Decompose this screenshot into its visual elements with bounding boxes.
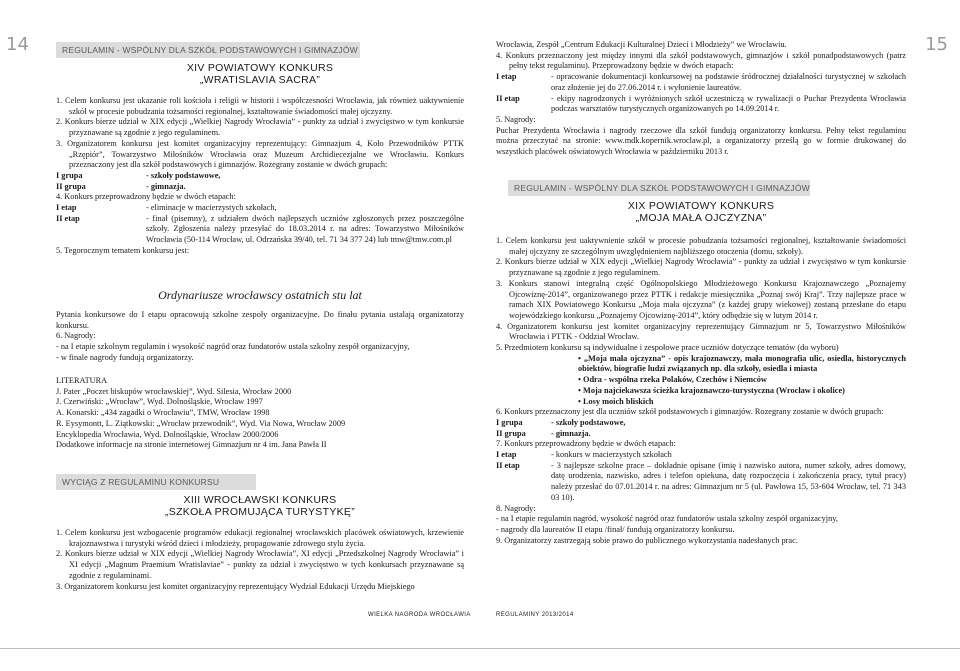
topic-item: • Odra - wspólna rzeka Polaków, Czechów i Niemców xyxy=(578,375,906,386)
contest-title xyxy=(56,494,464,518)
title-line: XIII WROCŁAWSKI KONKURS xyxy=(183,494,337,506)
paragraph: - na I etapie szkolnym regulamin i wysokość nagród oraz fundatorów ustala szkolny zespół organizacyjny, xyxy=(56,342,410,352)
topic-item: • „Moja mała ojczyzna” - opis krajoznawczy, mała monografia ulic, osiedla, historycznych obiektów, biografie ludzi związanych np. dla szkoły, osiedla i miasta xyxy=(578,354,906,375)
literature-heading: LITERATURA xyxy=(56,376,108,385)
literature-item: J. Pater „Poczet biskupów wrocławskiej”, Wyd. Silesia, Wrocław 2000 xyxy=(56,386,292,396)
paragraph: Wrocławia, Zespół „Centrum Edukacji Kulturalnej Dzieci i Młodzieży” we Wrocławiu. xyxy=(496,40,787,49)
literature-item: R. Eysymontt, L. Ziątkowski: „Wrocław przewodnik”, Wyd. Via Nowa, Wrocław 2009 xyxy=(56,418,346,428)
topic-item: • Moja najciekawsza ścieżka krajoznawczo-turystyczna (Wrocław i okolice) xyxy=(578,386,906,397)
paragraph: 2. Konkurs bierze udział w XIX edycji „Wielkiej Nagrody Wrocławia”, XI edycji „Przedszkolnej Nagrody Wrocławia” i XI edycji „Magnum Praemium Wratislaviae” - punkty za udział i zwycięstwo w tych konkursach przyznawane są zgodnie z regulaminami. xyxy=(56,549,464,580)
paragraph: 4. Organizatorem konkursu jest komitet organizacyjny reprezentujący Gimnazjum nr 5, Towarzystwo Miłośników Wrocławia i PTTK - Oddział Wrocław. xyxy=(496,321,906,342)
stage-row: II etap - finał (pisemny), z udziałem dwóch najlepszych uczniów zgłoszonych przez poszczególne szkoły. Zgłoszenia należy przesyłać do 18.03.2014 r. na adres: Towarzystwo Miłośników Wrocławia (50-114 Wrocław, ul. Odrzańska 39/40, tel. 71 34 377 24) lub tmw@tmw.com.pl xyxy=(56,213,464,245)
literature xyxy=(56,376,464,451)
rules-text xyxy=(496,40,906,158)
group-row: I grupa - szkoły podstawowe, xyxy=(496,417,626,427)
rules-text xyxy=(56,96,464,257)
paragraph: 4. Konkurs przeprowadzony będzie w dwóch etapach: xyxy=(56,192,236,202)
contest-title xyxy=(56,62,464,86)
contest-title xyxy=(496,200,906,224)
paragraph: 6. Nagrody: xyxy=(56,331,96,341)
paragraph: 2. Konkurs bierze udział w XIX edycji „Wielkiej Nagrody Wrocławia” - punkty za udział i zwycięstwo w tym konkursie przyznawane są zgodnie z jego regulaminem. xyxy=(56,117,464,138)
paragraph: 5. Nagrody: xyxy=(496,114,536,124)
title-line: XIV POWIATOWY KONKURS xyxy=(186,62,334,74)
right-page xyxy=(480,0,960,671)
rules-text xyxy=(56,528,464,592)
title-line: „WRATISLAVIA SACRA” xyxy=(199,74,321,86)
section-band: REGULAMIN - WSPÓLNY DLA SZKÓŁ PODSTAWOWYCH I GIMNAZJÓW xyxy=(56,42,360,58)
paragraph: 3. Organizatorem konkursu jest komitet organizacyjny reprezentujący: Gimnazjum 4, Koło Przewodników PTTK „Rzępiór”, Towarzystwo Miłośników Wrocławia oraz Muzeum Archidiecezjalne we Wrocławiu. Konkurs przeznaczony jest dla szkół podstawowych i gimnazjów. Rozegrany zostanie w dwóch grupach: xyxy=(56,138,464,170)
title-line: „MOJA MAŁA OJCZYZNA” xyxy=(635,212,767,224)
stage-row: I etap - opracowanie dokumentacji konkursowej na podstawie śródrocznej działalności turystycznej w szkołach oraz złożenie jej do 27.06.2014 r. i wyłonienie laureatów. xyxy=(496,72,906,92)
paragraph: 5. Tegorocznym tematem konkursu jest: xyxy=(56,245,190,255)
footer: REGULAMINY 2013/2014 xyxy=(496,612,574,618)
group-row: II grupa - gimnazja. xyxy=(56,181,186,191)
paragraph: 8. Nagrody: xyxy=(496,503,536,513)
paragraph: 3. Konkurs stanowi integralną część Ogólnopolskiego Młodzieżowego Konkursu Krajoznawczego „Poznajemy Ojcowiznę-2014”, organizowanego przez PTTK i redakcje miesięcznika „Poznaj swój Kraj”. Trzy najlepsze prace w ramach XIX Powiatowego Konkursu „Moja mała ojczyzna” (z każdej grupy wiekowej) zostaną przesłane do etapu wojewódzkiego konkursu „Poznajemy Ojcowiznę-2014”, który odbędzie się w lutym 2014 r. xyxy=(496,278,906,320)
section-band: REGULAMIN - WSPÓLNY DLA SZKÓŁ PODSTAWOWYCH I GIMNAZJÓW xyxy=(508,180,810,196)
topic-list xyxy=(496,354,906,408)
paragraph: 5. Przedmiotem konkursu są indywidualne i zespołowe prace uczniów dotyczące tematów (do wyboru) xyxy=(496,343,839,353)
paragraph: 9. Organizatorzy zastrzegają sobie prawo do publicznego wykorzystania nadesłanych prac. xyxy=(496,535,798,545)
paragraph: - na I etapie regulamin nagród, wysokość nagród oraz fundatorów ustala szkolny zespół organizacyjny, xyxy=(496,514,838,524)
stage-row: II etap - ekipy nagrodzonych i wyróżnionych szkół uczestniczą w rywalizacji o Puchar Prezydenta Wrocławia podczas warsztatów turystycznych organizowanych po 14.09.2014 r. xyxy=(496,93,906,114)
group-row: I grupa - szkoły podstawowe, xyxy=(56,170,221,180)
rules-text xyxy=(496,236,906,546)
stage-row: II etap - 3 najlepsze szkolne prace – dokładnie opisane (imię i nazwisko autora, numer szkoły, adres domowy, datę urodzenia, nazwisko, adres i telefon opiekuna, datę rozpoczęcia i zakończenia pracy, tytuł pracy) należy przesłać do 07.01.2014 r. na adres: Gimnazjum nr 5 (ul. Pawłowa 15, 53-604 Wrocław, tel. 71 343 03 10). xyxy=(496,460,906,502)
rules-text xyxy=(56,310,464,364)
paragraph: 1. Celem konkursu jest uaktywnienie szkół w procesie pobudzania tożsamości regionalnej, kształtowanie świadomości małej ojczyzny ze szczególnym uwzględnieniem najbliższego otoczenia (domu, szkoły). xyxy=(496,236,906,256)
crop-mark xyxy=(0,648,480,649)
section-band: WYCIĄG Z REGULAMINU KONKURSU xyxy=(56,474,256,490)
literature-item: Encyklopedia Wrocławia, Wyd. Dolnośląskie, Wrocław 2000/2006 xyxy=(56,429,279,439)
paragraph: 7. Konkurs przeprowadzony będzie w dwóch etapach: xyxy=(496,439,676,449)
paragraph: 1. Celem konkursu jest ukazanie roli kościoła i religii w historii i współczesności Wrocławia, jak również uaktywnienie szkół w procesie pobudzania tożsamości regionalnej, kształtowanie świadomości małej ojczyzny. xyxy=(56,96,464,116)
paragraph: 2. Konkurs bierze udział w XIX edycji „Wielkiej Nagrody Wrocławia” - punkty za udział i zwycięstwo w tym konkursie przyznawane są zgodnie z jego regulaminem. xyxy=(496,257,906,278)
contest-theme: Ordynariusze wrocławscy ostatnich stu lat xyxy=(158,288,362,302)
literature-item: Dodatkowe informacje na stronie internetowej Gimnazjum nr 4 im. Jana Pawła II xyxy=(56,440,327,450)
title-line: „SZKOŁA PROMUJĄCA TURYSTYKĘ” xyxy=(164,506,356,518)
topic-item: • Losy moich bliskich xyxy=(578,397,906,408)
paragraph: 4. Konkurs przeznaczony jest między innymi dla szkół podstawowych, gimnazjów i szkół ponadpodstawowych (patrz pełny tekst regulaminu). Przeprowadzony będzie w dwóch etapach: xyxy=(496,50,906,71)
paragraph: Puchar Prezydenta Wrocławia i nagrody rzeczowe dla szkół fundują organizatorzy konkursu. Pełny tekst regulaminu można przeczytać na stronie: www.mdk.kopernik.wroclaw.pl, a organizatorzy prześlą go w formie drukowanej do wszystkich placówek oświatowych Wrocławia w październiku 2013 r. xyxy=(496,125,906,157)
footer: WIELKA NAGRODA WROCŁAWIA xyxy=(368,612,471,618)
stage-row: I etap - konkurs w macierzystych szkołach xyxy=(496,450,672,460)
paragraph: 1. Celem konkursu jest wzbogacenie programów edukacji regionalnej wrocławskich placówek oświatowych, krzewienie krajoznawstwa i turystyki wśród dzieci i młodzieży, propagowanie zdrowego stylu życia. xyxy=(56,528,464,548)
paragraph: 3. Organizatorem konkursu jest komitet organizacyjny reprezentujący Wydział Edukacji Urzędu Miejskiego xyxy=(56,581,415,591)
paragraph: - nagrody dla laureatów II etapu /finał/ fundują organizatorzy konkursu. xyxy=(496,524,735,534)
paragraph: Pytania konkursowe do I etapu opracowują szkolne zespoły organizacyjne. Do finału pytania ustalają organizatorzy konkursu. xyxy=(56,310,464,330)
page-number: 14 xyxy=(6,34,29,55)
page-number: 15 xyxy=(925,34,948,55)
paragraph: 6. Konkurs przeznaczony jest dla uczniów szkół podstawowych i gimnazjów. Rozegrany zostanie w dwóch grupach: xyxy=(496,407,884,417)
literature-item: A. Konarski: „434 zagadki o Wrocławiu”, TMW, Wrocław 1998 xyxy=(56,408,270,418)
paragraph: - w finale nagrody fundują organizatorzy. xyxy=(56,352,194,362)
crop-mark xyxy=(480,648,960,649)
group-row: II grupa - gimnazja. xyxy=(496,428,591,438)
title-line: XIX POWIATOWY KONKURS xyxy=(627,200,775,212)
literature-item: J. Czerwiński: „Wrocław”, Wyd. Dolnośląskie, Wrocław 1997 xyxy=(56,397,263,407)
stage-row: I etap - eliminacje w macierzystych szkołach, xyxy=(56,203,277,213)
